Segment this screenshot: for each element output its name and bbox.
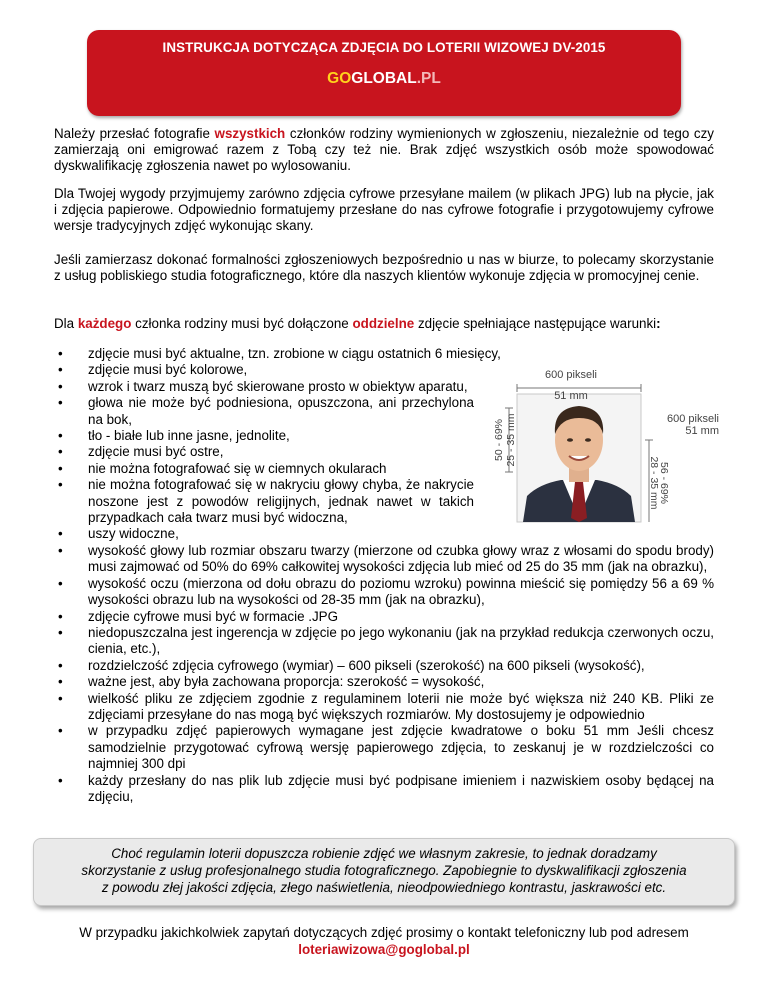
- list-item: • niedopuszczalna jest ingerencja w zdjęcie po jego wykonaniu (jak na przykład redukcja czerwonych oczu, cienia, etc.),: [88, 625, 714, 658]
- brand-logo: [87, 70, 681, 88]
- list-item: • nie można fotografować się w ciemnych okularach: [88, 461, 474, 477]
- brand-global: GLOBAL: [351, 70, 417, 87]
- list-item: • w przypadku zdjęć papierowych wymagane jest zdjęcie kwadratowe o boku 51 mm Jeśli chcesz samodzielnie przygotować cyfrową wersję papierowego zdjęcia, to zeskanuj je w rozdzielczości co najmniej 300 dpi: [88, 723, 714, 772]
- height-label-pixels: 600 pikseli: [667, 413, 719, 425]
- eye-label-mm: 28 - 35 mm: [648, 456, 660, 510]
- list-item: • każdy przesłany do nas plik lub zdjęcie musi być podpisane imieniem i nazwiskiem osoby będącej na zdjęciu,: [88, 773, 714, 806]
- list-item: • tło - białe lub inne jasne, jednolite,: [88, 428, 474, 444]
- advice-note: [33, 838, 735, 906]
- list-item: • ważne jest, aby była zachowana proporcja: szerokość = wysokość,: [88, 674, 714, 690]
- email-link[interactable]: loteriawizowa@goglobal.pl: [298, 942, 470, 957]
- p4-highlight-separate: oddzielne: [352, 316, 415, 331]
- p4-colon: :: [656, 316, 661, 331]
- document-title: INSTRUKCJA DOTYCZĄCA ZDJĘCIA DO LOTERII WIZOWEJ DV-2015: [162, 40, 606, 55]
- p4-text-c: członka rodziny musi być dołączone: [131, 316, 353, 331]
- list-item: • nie można fotografować się w nakryciu głowy chyba, że nakrycie noszone jest z powodów religijnych, jednak nawet w takich przypadkach cała twarz musi być widoczna,: [88, 477, 474, 526]
- intro-paragraph-2: Dla Twojej wygody przyjmujemy zarówno zdjęcia cyfrowe przesyłane mailem (w plikach JPG) lub na płycie, jak i zdjęcia papierowe. Odpowiednio formatujemy przesłane do nas cyfrowe fotografie i przygotowujemy cyfrowe wersje tradycyjnych zdjęć wykonując skany.: [54, 186, 714, 234]
- conditions-intro: [54, 316, 714, 332]
- note-line-2: skorzystanie z usług profesjonalnego studia fotograficznego. Zapobiegnie to dyskwalifikacji zgłoszenia: [81, 863, 687, 878]
- contact-info: [30, 924, 738, 958]
- p1-text-a: Należy przesłać fotografie: [54, 126, 215, 141]
- note-line-3: z powodu złej jakości zdjęcia, złego naświetlenia, nieodpowiedniego kontrastu, jaskrawości etc.: [101, 880, 667, 895]
- p4-highlight-each: każdego: [77, 316, 132, 331]
- list-item: • zdjęcie musi być kolorowe,: [88, 362, 714, 378]
- list-item: • wielkość pliku ze zdjęciem zgodnie z regulaminem loterii nie może być większa niż 240 KB. Pliki ze zdjęciami przesyłane do nas mogą być większych rozmiarów. My dostosujemy je odpowiednio: [88, 691, 714, 724]
- width-label-pixels: 600 pikseli: [545, 369, 597, 381]
- left-eye-shape: [567, 438, 573, 442]
- p4-text-e: zdjęcie spełniające następujące warunki: [414, 316, 657, 331]
- list-item: • uszy widoczne,: [88, 526, 714, 542]
- brand-go: GO: [327, 70, 352, 87]
- header-banner: [87, 30, 681, 116]
- height-label-mm: 51 mm: [685, 425, 719, 437]
- head-label-percent: 50 - 69%: [493, 418, 505, 462]
- list-item: • wysokość głowy lub rozmiar obszaru twarzy (mierzone od czubka głowy wraz z włosami do spodu brody) musi zajmować od 50% do 69% całkowitej wysokości zdjęcia lub mieć od 25 do 35 mm (jak na obrazku),: [88, 543, 714, 576]
- p1-highlight: wszystkich: [214, 126, 286, 141]
- brand-pl: .PL: [416, 70, 441, 87]
- p4-text-a: Dla: [54, 316, 78, 331]
- intro-paragraph-1: [54, 126, 714, 175]
- note-line-1: Choć regulamin loterii dopuszcza robienie zdjęć we własnym zakresie, to jednak doradzamy: [111, 846, 657, 861]
- width-label-mm: 51 mm: [554, 390, 588, 402]
- list-item: • wzrok i twarz muszą być skierowane prosto w obiektyw aparatu,: [88, 379, 474, 395]
- intro-paragraph-3: Jeśli zamierzasz dokonać formalności zgłoszeniowych bezpośrednio u nas w biurze, to polecamy skorzystanie z usług pobliskiego studia fotograficznego, które dla naszych klientów wykonuje zdjęcia w promocyjnej cenie.: [54, 252, 714, 284]
- list-item: • zdjęcie musi być ostre,: [88, 444, 474, 460]
- head-label-mm: 25 - 35 mm: [505, 413, 517, 467]
- p1-text-b: członków rodziny wymienionych w zgłoszeniu, niezależnie od tego czy zamierzają oni emigrować razem z Tobą czy też nie. Brak zdjęć wszystkich osób może spowodować dyskwalifikację zgłoszenia nawet po wylosowaniu.: [54, 126, 714, 174]
- contact-text: W przypadku jakichkolwiek zapytań dotyczących zdjęć prosimy o kontakt telefoniczny lub pod adresem: [79, 925, 689, 940]
- list-item: • zdjęcie musi być aktualne, tzn. zrobione w ciągu ostatnich 6 miesięcy,: [88, 346, 714, 362]
- list-item: • wysokość oczu (mierzona od dołu obrazu do poziomu wzroku) powinna mieścić się pomiędzy 56 a 69 % wysokości obrazu lub na wysokości od 28-35 mm (jak na obrazku),: [88, 576, 714, 609]
- right-eye-shape: [585, 438, 591, 442]
- list-item: • rozdzielczość zdjęcia cyfrowego (wymiar) – 600 pikseli (szerokość) na 600 pikseli (wysokość),: [88, 658, 714, 674]
- list-item: • głowa nie może być podniesiona, opuszczona, ani przechylona na bok,: [88, 395, 474, 428]
- eye-label-percent: 56 - 69%: [658, 461, 670, 505]
- list-item: • zdjęcie cyfrowe musi być w formacie .JPG: [88, 609, 714, 625]
- passport-photo-diagram: [491, 368, 721, 523]
